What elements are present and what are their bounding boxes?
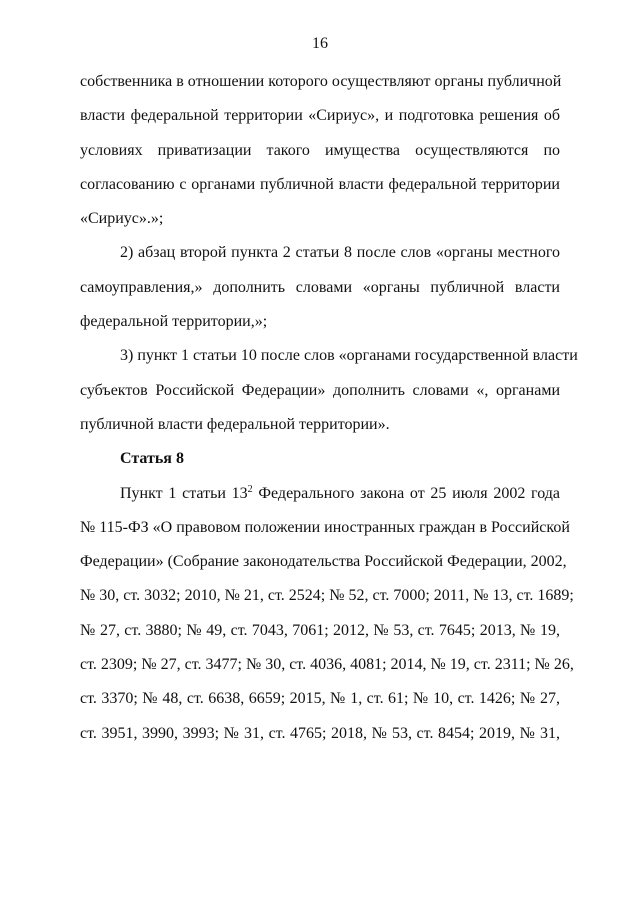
text-line: федеральной территории,»; (80, 313, 268, 331)
text-line (80, 477, 560, 511)
text-line: согласованию с органами публичной власти федеральной территории (80, 175, 560, 193)
text-line: № 27, ст. 3880; № 49, ст. 7043, 7061; 2012, № 53, ст. 7645; 2013, № 19, (80, 621, 560, 639)
text-line: ст. 3370; № 48, ст. 6638, 6659; 2015, № 1, ст. 61; № 10, ст. 1426; № 27, (80, 690, 560, 708)
paragraph-item-3 (80, 339, 578, 442)
paragraph-article-8 (80, 477, 574, 751)
text-line: власти федеральной территории «Сириус», и подготовка решения об (80, 107, 560, 125)
text-line: публичной власти федеральной территории». (80, 415, 390, 433)
text-line: № 115-ФЗ «О правовом положении иностранных граждан в Российской (80, 518, 570, 536)
text-line: собственника в отношении которого осуществляют органы публичной (80, 73, 562, 90)
text-line: субъектов Российской Федерации» дополнить словами «, органами (80, 381, 560, 399)
text-line: 2) абзац второй пункта 2 статьи 8 после слов «органы местного (120, 244, 560, 262)
text-line: самоуправления,» дополнить словами «органы публичной власти (80, 278, 560, 296)
article-heading: Статья 8 (120, 450, 184, 468)
text-line: ст. 2309; № 27, ст. 3477; № 30, ст. 4036, 4081; 2014, № 19, ст. 2311; № 26, (80, 656, 574, 674)
superscript: 2 (247, 483, 253, 495)
text-line: 3) пункт 1 статьи 10 после слов «органами государственной власти (120, 347, 578, 365)
paragraph-item-2 (80, 236, 560, 339)
paragraph-privatization (80, 65, 560, 236)
text-line: условиях приватизации такого имущества осуществляются по (80, 141, 560, 159)
text-line: «Сириус».»; (80, 210, 164, 228)
text-line: Федерации» (Собрание законодательства Российской Федерации, 2002, (80, 553, 567, 571)
text-fragment: Пункт 1 статьи 13 (120, 484, 248, 502)
text-line: № 30, ст. 3032; 2010, № 21, ст. 2524; № 52, ст. 7000; 2011, № 13, ст. 1689; (80, 587, 574, 605)
document-body (80, 65, 578, 751)
text-line: ст. 3951, 3990, 3993; № 31, ст. 4765; 2018, № 53, ст. 8454; 2019, № 31, (80, 724, 560, 742)
page-number: 16 (312, 35, 328, 52)
text-fragment: Федерального закона от 25 июля 2002 года (252, 484, 560, 502)
